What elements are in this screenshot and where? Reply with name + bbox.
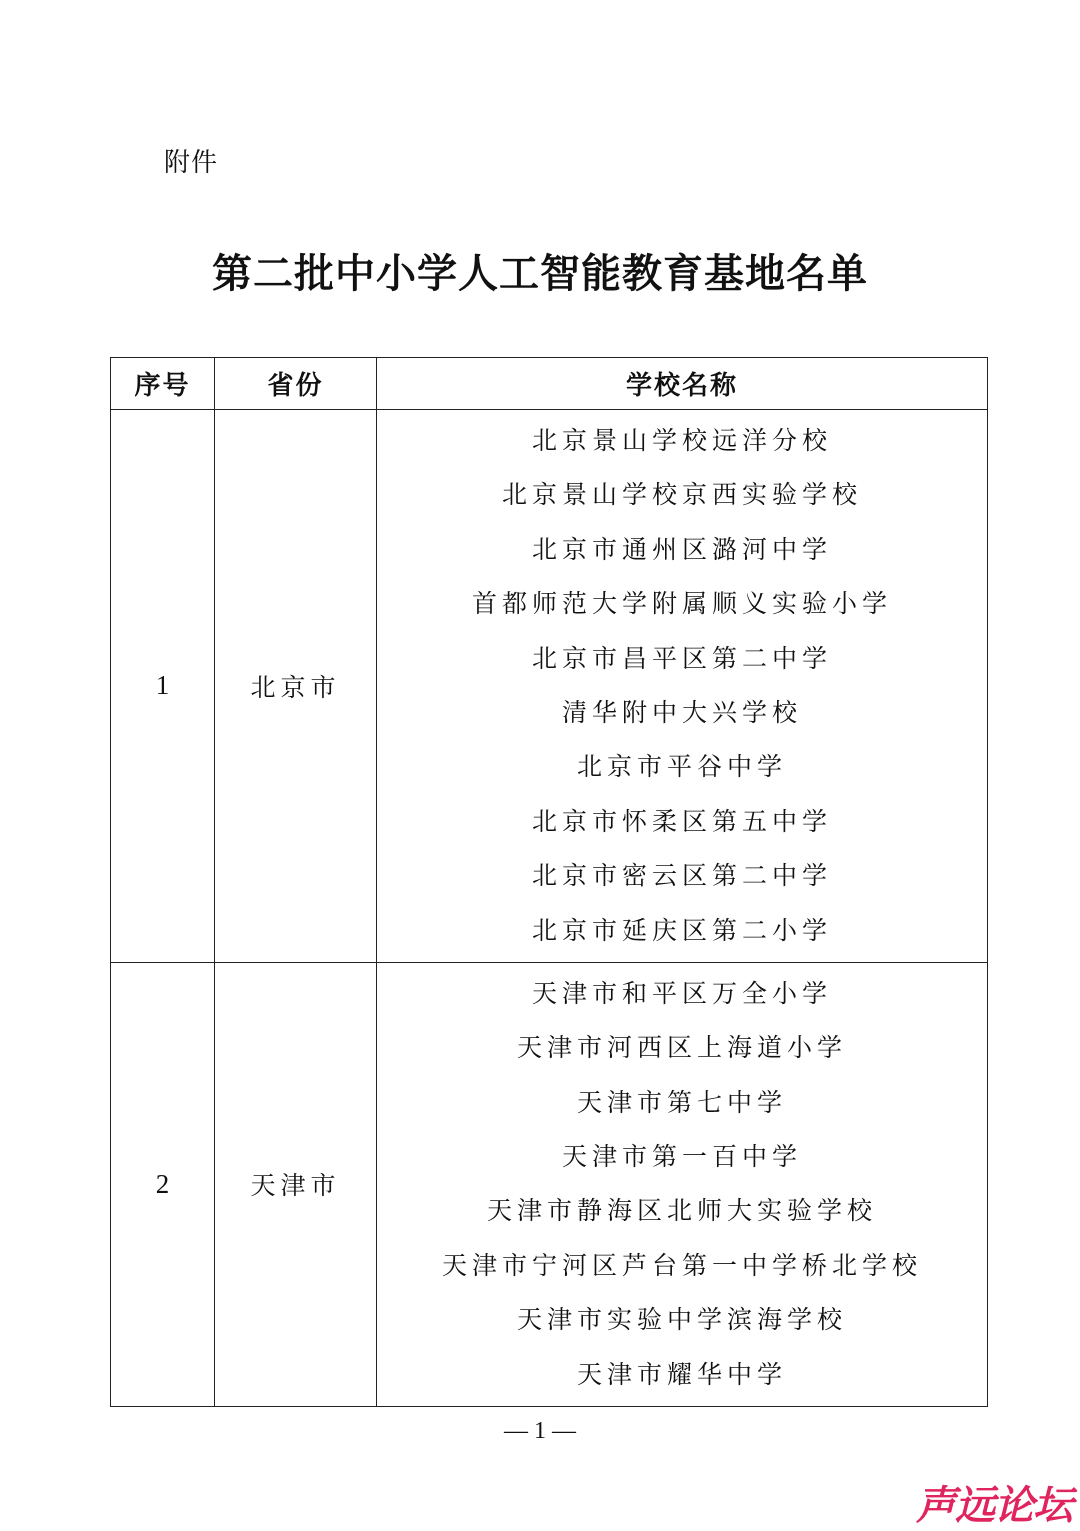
school-list-table (110, 357, 988, 1407)
row-schools (377, 410, 988, 963)
row-province: 北京市 (215, 410, 377, 963)
table-row (111, 962, 988, 1406)
school-name: 北京市怀柔区第五中学 (531, 806, 832, 836)
table-header-row (111, 358, 988, 410)
header-seq: 序号 (111, 358, 215, 410)
school-name: 天津市第一百中学 (561, 1142, 802, 1172)
table-row (111, 410, 988, 963)
school-name: 天津市静海区北师大实验学校 (486, 1196, 877, 1226)
header-school-name: 学校名称 (377, 358, 988, 410)
school-name: 清华附中大兴学校 (561, 697, 802, 727)
row-seq: 1 (111, 410, 215, 963)
school-name: 北京景山学校京西实验学校 (501, 480, 862, 510)
school-name: 首都师范大学附属顺义实验小学 (471, 589, 892, 619)
document-title: 第二批中小学人工智能教育基地名单 (212, 250, 868, 297)
school-name: 天津市和平区万全小学 (531, 978, 832, 1008)
row-seq: 2 (111, 962, 215, 1406)
attachment-label: 附件 (164, 148, 219, 178)
school-name: 北京市延庆区第二小学 (531, 915, 832, 945)
school-name: 天津市耀华中学 (576, 1359, 787, 1389)
school-name: 北京市昌平区第二中学 (531, 643, 832, 673)
school-name: 天津市实验中学滨海学校 (516, 1305, 847, 1335)
school-name: 天津市第七中学 (576, 1087, 787, 1117)
row-province: 天津市 (215, 962, 377, 1406)
forum-watermark-logo: 声远论坛 (916, 1483, 1072, 1529)
school-name: 天津市河西区上海道小学 (516, 1033, 847, 1063)
school-name: 北京市平谷中学 (576, 752, 787, 782)
school-name: 北京市通州区潞河中学 (531, 534, 832, 564)
page-number: — 1 — (504, 1418, 576, 1444)
row-schools (377, 962, 988, 1406)
school-name: 北京市密云区第二中学 (531, 861, 832, 891)
school-name: 北京景山学校远洋分校 (531, 426, 832, 455)
header-province: 省份 (215, 358, 377, 410)
school-name: 天津市宁河区芦台第一中学桥北学校 (441, 1250, 922, 1280)
